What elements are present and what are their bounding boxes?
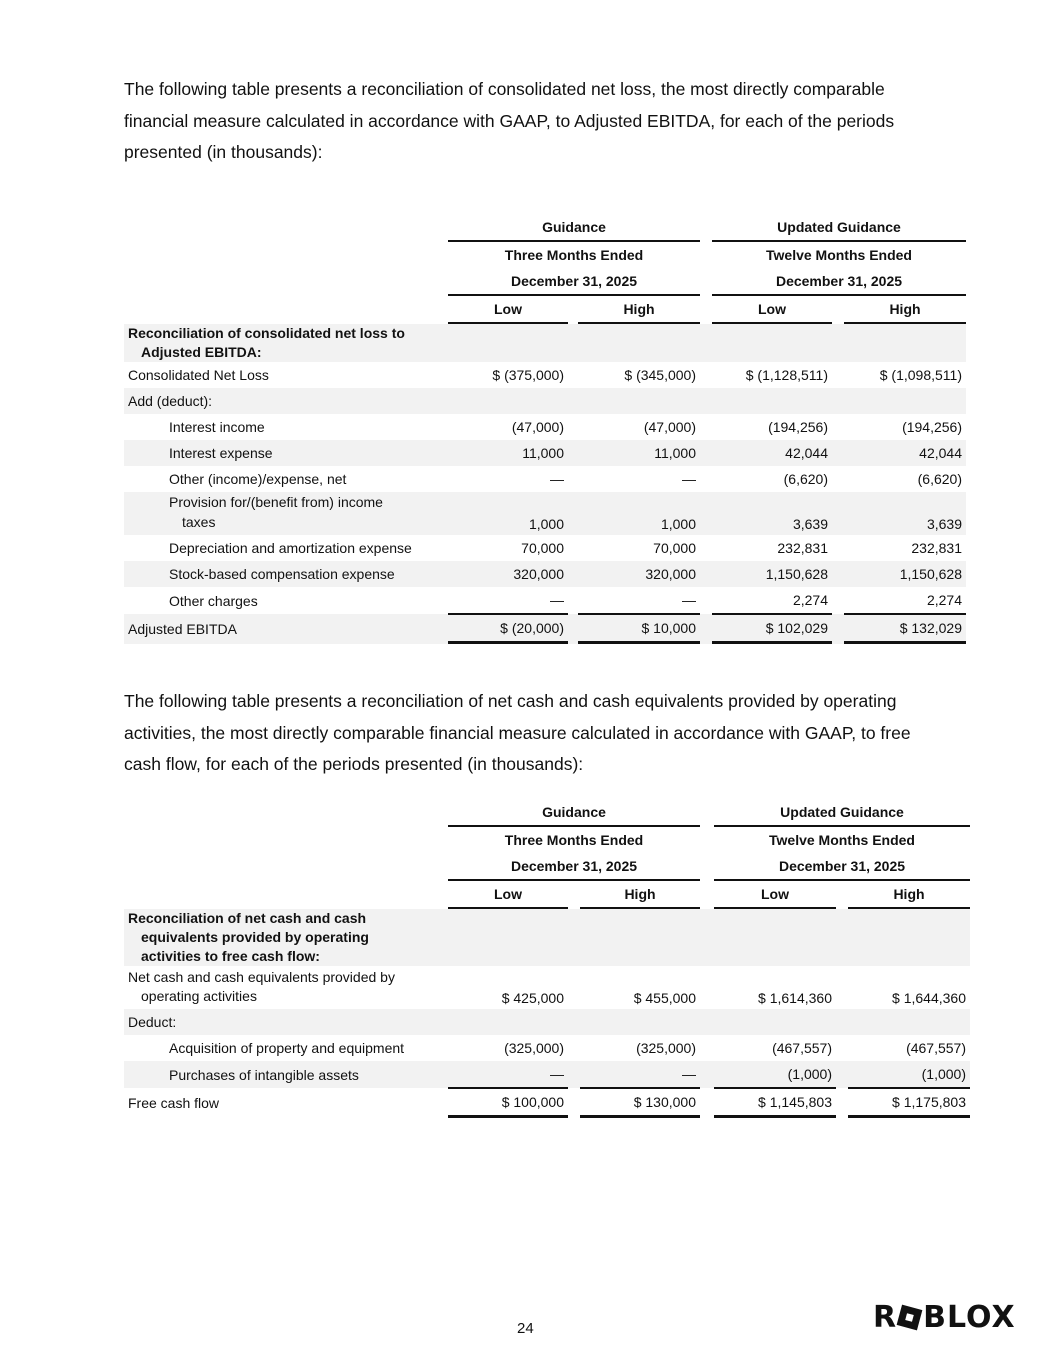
header-row-group: [124, 799, 970, 827]
header-period-twelve-months: Twelve Months Ended: [769, 832, 915, 848]
row-label: Interest expense: [124, 440, 448, 466]
header-row-date: [124, 268, 966, 296]
cell-value: (1,000): [714, 1061, 836, 1088]
row-label: Deduct:: [124, 1009, 448, 1035]
roblox-logo: [873, 1300, 1016, 1335]
cell-value: (194,256): [902, 419, 962, 435]
cell-value: (325,000): [636, 1040, 696, 1056]
section-title: Reconciliation of net cash and cash: [128, 910, 367, 926]
row-label: Other (income)/expense, net: [169, 471, 347, 487]
row-label-cont: taxes: [182, 514, 216, 530]
table-row: [124, 492, 966, 535]
cell-value: 42,044: [712, 440, 832, 466]
intro-paragraph-ebitda: The following table presents a reconciliation of consolidated net loss, the most directly comparable financial measure calculated in accordance with GAAP, to Adjusted EBITDA, for each of the periods presented (in thousands):: [124, 79, 895, 162]
cell-value: $ 425,000: [501, 990, 564, 1006]
table-row: [124, 1035, 970, 1061]
cell-value: —: [550, 471, 564, 487]
header-row-low-high: [124, 881, 970, 909]
cell-value: 3,639: [712, 492, 832, 535]
cell-value: —: [448, 1061, 568, 1088]
cell-value: 1,000: [578, 492, 700, 535]
row-label: Depreciation and amortization expense: [169, 540, 412, 556]
cell-value: $ (345,000): [624, 367, 696, 383]
row-label: Purchases of intangible assets: [124, 1061, 448, 1088]
header-row-group: [124, 214, 966, 242]
row-label: Consolidated Net Loss: [128, 367, 269, 383]
logo-letters-blox: BLOX: [923, 1300, 1016, 1335]
section-title-cont: equivalents provided by operating: [141, 929, 369, 945]
header-date-2: December 31, 2025: [714, 853, 970, 881]
table-row: [124, 466, 966, 492]
section-title-cont: activities to free cash flow:: [141, 948, 320, 964]
cell-value: 320,000: [578, 561, 700, 587]
table-row: [124, 966, 970, 1009]
header-high: High: [578, 296, 700, 324]
row-label-cont: operating activities: [141, 988, 257, 1004]
table-row: [124, 561, 966, 587]
total-row-adjusted-ebitda: [124, 614, 966, 644]
table-row: [124, 1009, 970, 1035]
header-period-three-months: Three Months Ended: [504, 832, 644, 848]
cell-value: $ 132,029: [844, 614, 966, 644]
header-low: Low: [714, 881, 836, 909]
table-row: [124, 414, 966, 440]
cell-value: $ 130,000: [580, 1088, 700, 1118]
cell-value: (467,557): [906, 1040, 966, 1056]
header-period-twelve-months: Twelve Months Ended: [766, 247, 912, 263]
row-label: Add (deduct):: [124, 388, 448, 414]
table-row: [124, 440, 966, 466]
cell-value: 11,000: [578, 440, 700, 466]
header-row-date: [124, 853, 970, 881]
cell-value: (194,256): [768, 419, 828, 435]
cell-value: (47,000): [511, 419, 564, 435]
header-guidance: Guidance: [448, 799, 700, 827]
header-row-period: [124, 827, 970, 853]
free-cash-flow-reconciliation-table: [124, 799, 970, 1118]
cell-value: —: [580, 1061, 700, 1088]
header-updated-guidance: Updated Guidance: [712, 214, 966, 242]
cell-value: 11,000: [448, 440, 568, 466]
cell-value: $ 455,000: [633, 990, 696, 1006]
cell-value: $ 10,000: [578, 614, 700, 644]
cell-value: $ 1,175,803: [848, 1088, 970, 1118]
row-label: Interest income: [169, 419, 265, 435]
section-title-cont: Adjusted EBITDA:: [141, 344, 262, 360]
row-label: Adjusted EBITDA: [124, 614, 448, 644]
table-row: [124, 1061, 970, 1088]
cell-value: $ (1,128,511): [745, 367, 828, 383]
page-number: 24: [517, 1320, 534, 1337]
cell-value: $ 1,614,360: [758, 990, 832, 1006]
row-label: Other charges: [169, 592, 258, 609]
cell-value: (467,557): [772, 1040, 832, 1056]
row-label: Free cash flow: [128, 1095, 220, 1111]
section-header-row: [124, 324, 966, 362]
cell-value: $ 1,644,360: [892, 990, 966, 1006]
section-header-row: [124, 909, 970, 966]
roblox-tilted-square-icon: [897, 1305, 923, 1331]
cell-value: 232,831: [911, 540, 962, 556]
cell-value: 2,274: [712, 587, 832, 614]
cell-value: 1,150,628: [844, 561, 966, 587]
cell-value: (6,620): [917, 471, 962, 487]
cell-value: $ (375,000): [492, 367, 564, 383]
header-row-period: [124, 242, 966, 268]
cell-value: 320,000: [448, 561, 568, 587]
row-label: Acquisition of property and equipment: [169, 1040, 405, 1056]
row-label: Provision for/(benefit from) income: [169, 494, 383, 510]
adjusted-ebitda-reconciliation-table: [124, 214, 966, 644]
cell-value: $ (1,098,511): [879, 367, 962, 383]
header-date-1: December 31, 2025: [448, 853, 700, 881]
cell-value: 232,831: [777, 540, 828, 556]
header-low: Low: [712, 296, 832, 324]
table-row: [124, 535, 966, 561]
intro-paragraph-free-cash-flow: The following table presents a reconciliation of net cash and cash equivalents provided by operating activities, the most directly comparable financial measure calculated in accordance with GAAP, to free cash flow, for each of the periods presented (in thousands):: [124, 691, 911, 774]
cell-value: 1,150,628: [712, 561, 832, 587]
header-high: High: [844, 296, 966, 324]
section-title: Reconciliation of consolidated net loss to: [128, 325, 405, 341]
cell-value: —: [578, 587, 700, 614]
cell-value: (47,000): [643, 419, 696, 435]
header-high: High: [580, 881, 700, 909]
cell-value: $ (20,000): [448, 614, 568, 644]
cell-value: 42,044: [844, 440, 966, 466]
header-period-three-months: Three Months Ended: [504, 247, 644, 263]
cell-value: $ 102,029: [712, 614, 832, 644]
header-low: Low: [448, 296, 568, 324]
header-low: Low: [448, 881, 568, 909]
cell-value: —: [682, 471, 696, 487]
header-date-2: December 31, 2025: [712, 268, 966, 296]
cell-value: 70,000: [521, 540, 564, 556]
cell-value: (325,000): [504, 1040, 564, 1056]
cell-value: —: [448, 587, 568, 614]
row-label: Net cash and cash equivalents provided by: [128, 969, 395, 985]
header-updated-guidance: Updated Guidance: [714, 799, 970, 827]
row-label: Stock-based compensation expense: [124, 561, 448, 587]
table-row: [124, 388, 966, 414]
cell-value: $ 100,000: [448, 1088, 568, 1118]
cell-value: 70,000: [653, 540, 696, 556]
table-row: [124, 587, 966, 614]
cell-value: 2,274: [844, 587, 966, 614]
header-date-1: December 31, 2025: [448, 268, 700, 296]
logo-letter-r: R: [873, 1300, 898, 1335]
cell-value: (6,620): [783, 471, 828, 487]
cell-value: 3,639: [844, 492, 966, 535]
cell-value: (1,000): [848, 1061, 970, 1088]
header-row-low-high: [124, 296, 966, 324]
cell-value: $ 1,145,803: [714, 1088, 836, 1118]
header-guidance: Guidance: [448, 214, 700, 242]
total-row-free-cash-flow: [124, 1088, 970, 1118]
cell-value: 1,000: [448, 492, 568, 535]
header-high: High: [848, 881, 970, 909]
table-row: [124, 362, 966, 388]
